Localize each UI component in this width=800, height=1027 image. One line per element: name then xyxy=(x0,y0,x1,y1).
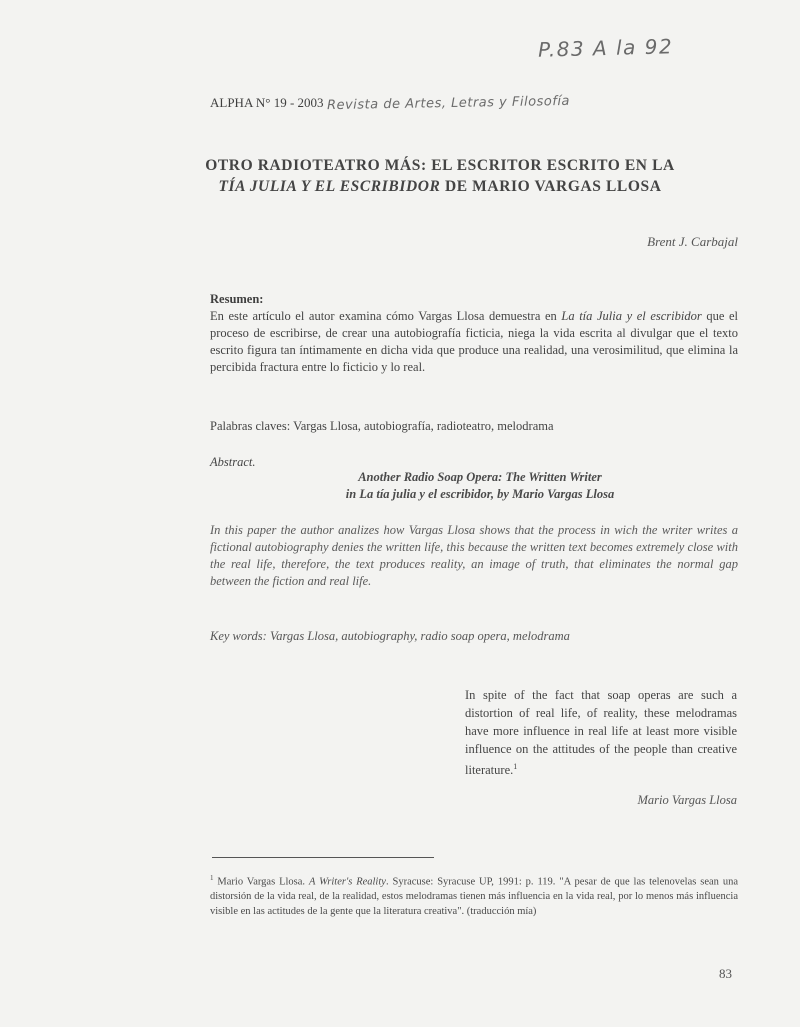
resumen-text-part: En este artículo el autor examina cómo Vargas Llosa demuestra en xyxy=(210,309,562,323)
abstract-heading: Abstract. xyxy=(210,455,256,469)
article-title-line-1: OTRO RADIOTEATRO MÁS: EL ESCRITOR ESCRITO EN LA xyxy=(205,157,675,174)
abstract-title-line-2: in La tía julia y el escribidor, by Mario Vargas Llosa xyxy=(345,487,615,501)
footnote-text-part: Mario Vargas Llosa. xyxy=(213,876,309,888)
title-italic-part: TÍA JULIA Y EL ESCRIBIDOR xyxy=(218,178,441,195)
footnote-text-part: . Syracuse: Syracuse UP, 1991: p. 119. "A pesar de que las telenovelas sean una distorsión de la vida real, de la realidad, estos melodramas tienen más influencia en la vida real, por lo menos más influencia visible en las actitudes de la gente que la literatura creativa". (traducción mía) xyxy=(210,876,738,917)
footnote-mark: 1 xyxy=(210,874,214,882)
palabras-claves: Palabras claves: Vargas Llosa, autobiografía, radioteatro, melodrama xyxy=(210,419,554,433)
epigraph-text: In spite of the fact that soap operas are such a distortion of real life, of reality, these melodramas have more influence in real life at least more visible influence on the attitudes of the people than creative literature. xyxy=(465,688,737,778)
abstract-text: In this paper the author analizes how Vargas Llosa shows that the process in wich the writer writes a fictional autobiography denies the written life, this because the written text becomes extremely close with the real life, therefore, the text produces reality, an image of truth, that eliminates the normal gap between the fiction and real life. xyxy=(210,523,738,588)
article-title-line-2 xyxy=(180,178,700,196)
keywords: Key words: Vargas Llosa, autobiography, radio soap opera, melodrama xyxy=(210,629,570,643)
resumen-text xyxy=(210,308,738,376)
journal-issue: ALPHA N° 19 - 2003 xyxy=(210,95,324,110)
handwritten-page-note: P.83 A la 92 xyxy=(537,34,674,62)
resumen-text-part: que el proceso de escribirse, de crear una autobiografía ficticia, niega la vida escrita al divulgar que el texto escrito figura tan íntimamente en dicha vida que produce una realidad, una verosimilitud, que elimina la percibida fractura entre lo ficticio y lo real. xyxy=(210,309,738,374)
article-author: Brent J. Carbajal xyxy=(647,234,738,249)
title-rest: DE MARIO VARGAS LLOSA xyxy=(440,178,662,195)
footnote xyxy=(210,871,738,919)
abstract-title-line-1: Another Radio Soap Opera: The Written Writer xyxy=(358,470,602,484)
footnote-divider xyxy=(212,857,434,858)
epigraph-quote xyxy=(465,686,737,779)
footnote-book-title: A Writer's Reality xyxy=(308,876,386,888)
journal-header xyxy=(210,93,570,114)
resumen-text-italic: La tía Julia y el escribidor xyxy=(561,309,702,323)
epigraph-author: Mario Vargas Llosa xyxy=(637,793,737,807)
page-number: 83 xyxy=(719,966,732,981)
footnote-reference: 1 xyxy=(513,762,518,771)
resumen-heading: Resumen: xyxy=(210,292,264,306)
journal-handwritten-name: Revista de Artes, Letras y Filosofía xyxy=(326,93,570,114)
